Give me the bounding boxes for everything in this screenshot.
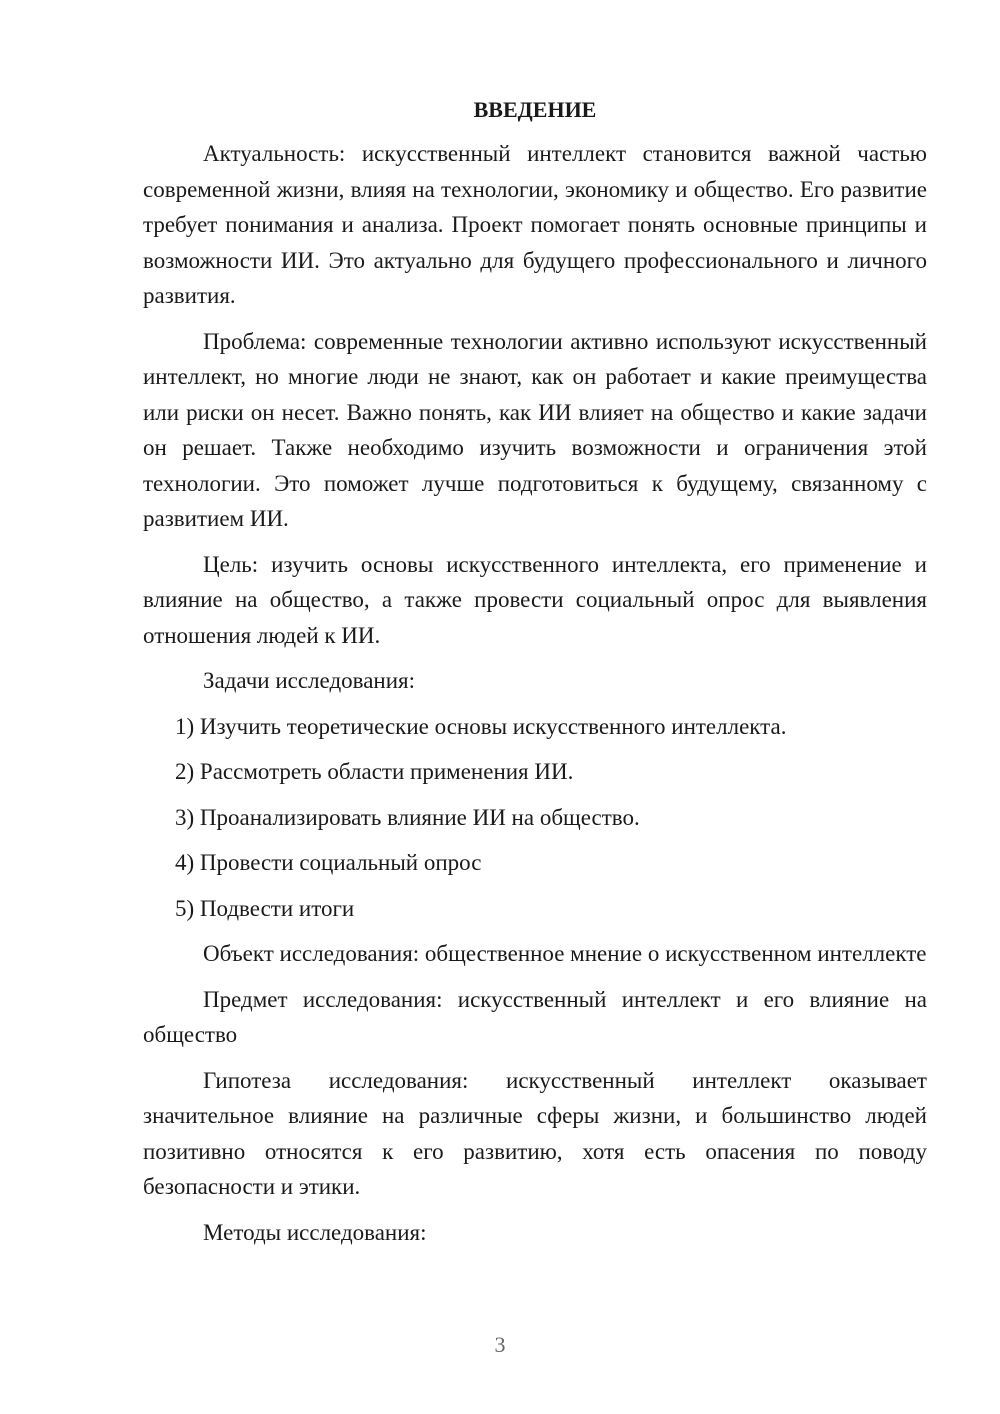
paragraph-relevance: Актуальность: искусственный интеллект становится важной частью современной жизни, влияя на технологии, экономику и общество. Его развитие требует понимания и анализа. Проект помогает понять основные принципы и возможности ИИ. Это актуально для будущего профессионального и личного развития. — [143, 141, 927, 308]
tasks-heading: Задачи исследования: — [203, 668, 416, 693]
paragraph-subject: Предмет исследования: искусственный интеллект и его влияние на общество — [143, 986, 927, 1047]
paragraph-problem: Проблема: современные технологии активно используют искусственный интеллект, но многие люди не знают, как он работает и какие преимущества или риски он несет. Важно понять, как ИИ влияет на общество и какие задачи он решает. Также необходимо изучить возможности и ограничения этой технологии. Это поможет лучше подготовиться к будущему, связанному с развитием ИИ. — [143, 328, 927, 531]
list-item: 2) Рассмотреть области применения ИИ. — [175, 759, 574, 784]
methods-heading: Методы исследования: — [203, 1219, 427, 1245]
list-item: 1) Изучить теоретические основы искусственного интеллекта. — [175, 713, 787, 739]
list-item: 4) Провести социальный опрос — [175, 850, 482, 875]
list-item: 3) Проанализировать влияние ИИ на общество. — [175, 804, 640, 830]
section-title: ВВЕДЕНИЕ — [473, 97, 597, 122]
list-item: 5) Подвести итоги — [175, 895, 355, 921]
paragraph-goal: Цель: изучить основы искусственного интеллекта, его применение и влияние на общество, а также провести социальный опрос для выявления отношения людей к ИИ. — [143, 551, 927, 648]
paragraph-hypothesis: Гипотеза исследования: искусственный интеллект оказывает значительное влияние на различные сферы жизни, и большинство людей позитивно относятся к его развитию, хотя есть опасения по поводу безопасности и этики. — [143, 1067, 927, 1199]
paragraph-object: Объект исследования: общественное мнение о искусственном интеллекте — [203, 941, 927, 966]
page-content — [143, 92, 927, 1260]
page-number: 3 — [494, 1332, 506, 1357]
tasks-list — [143, 709, 927, 927]
